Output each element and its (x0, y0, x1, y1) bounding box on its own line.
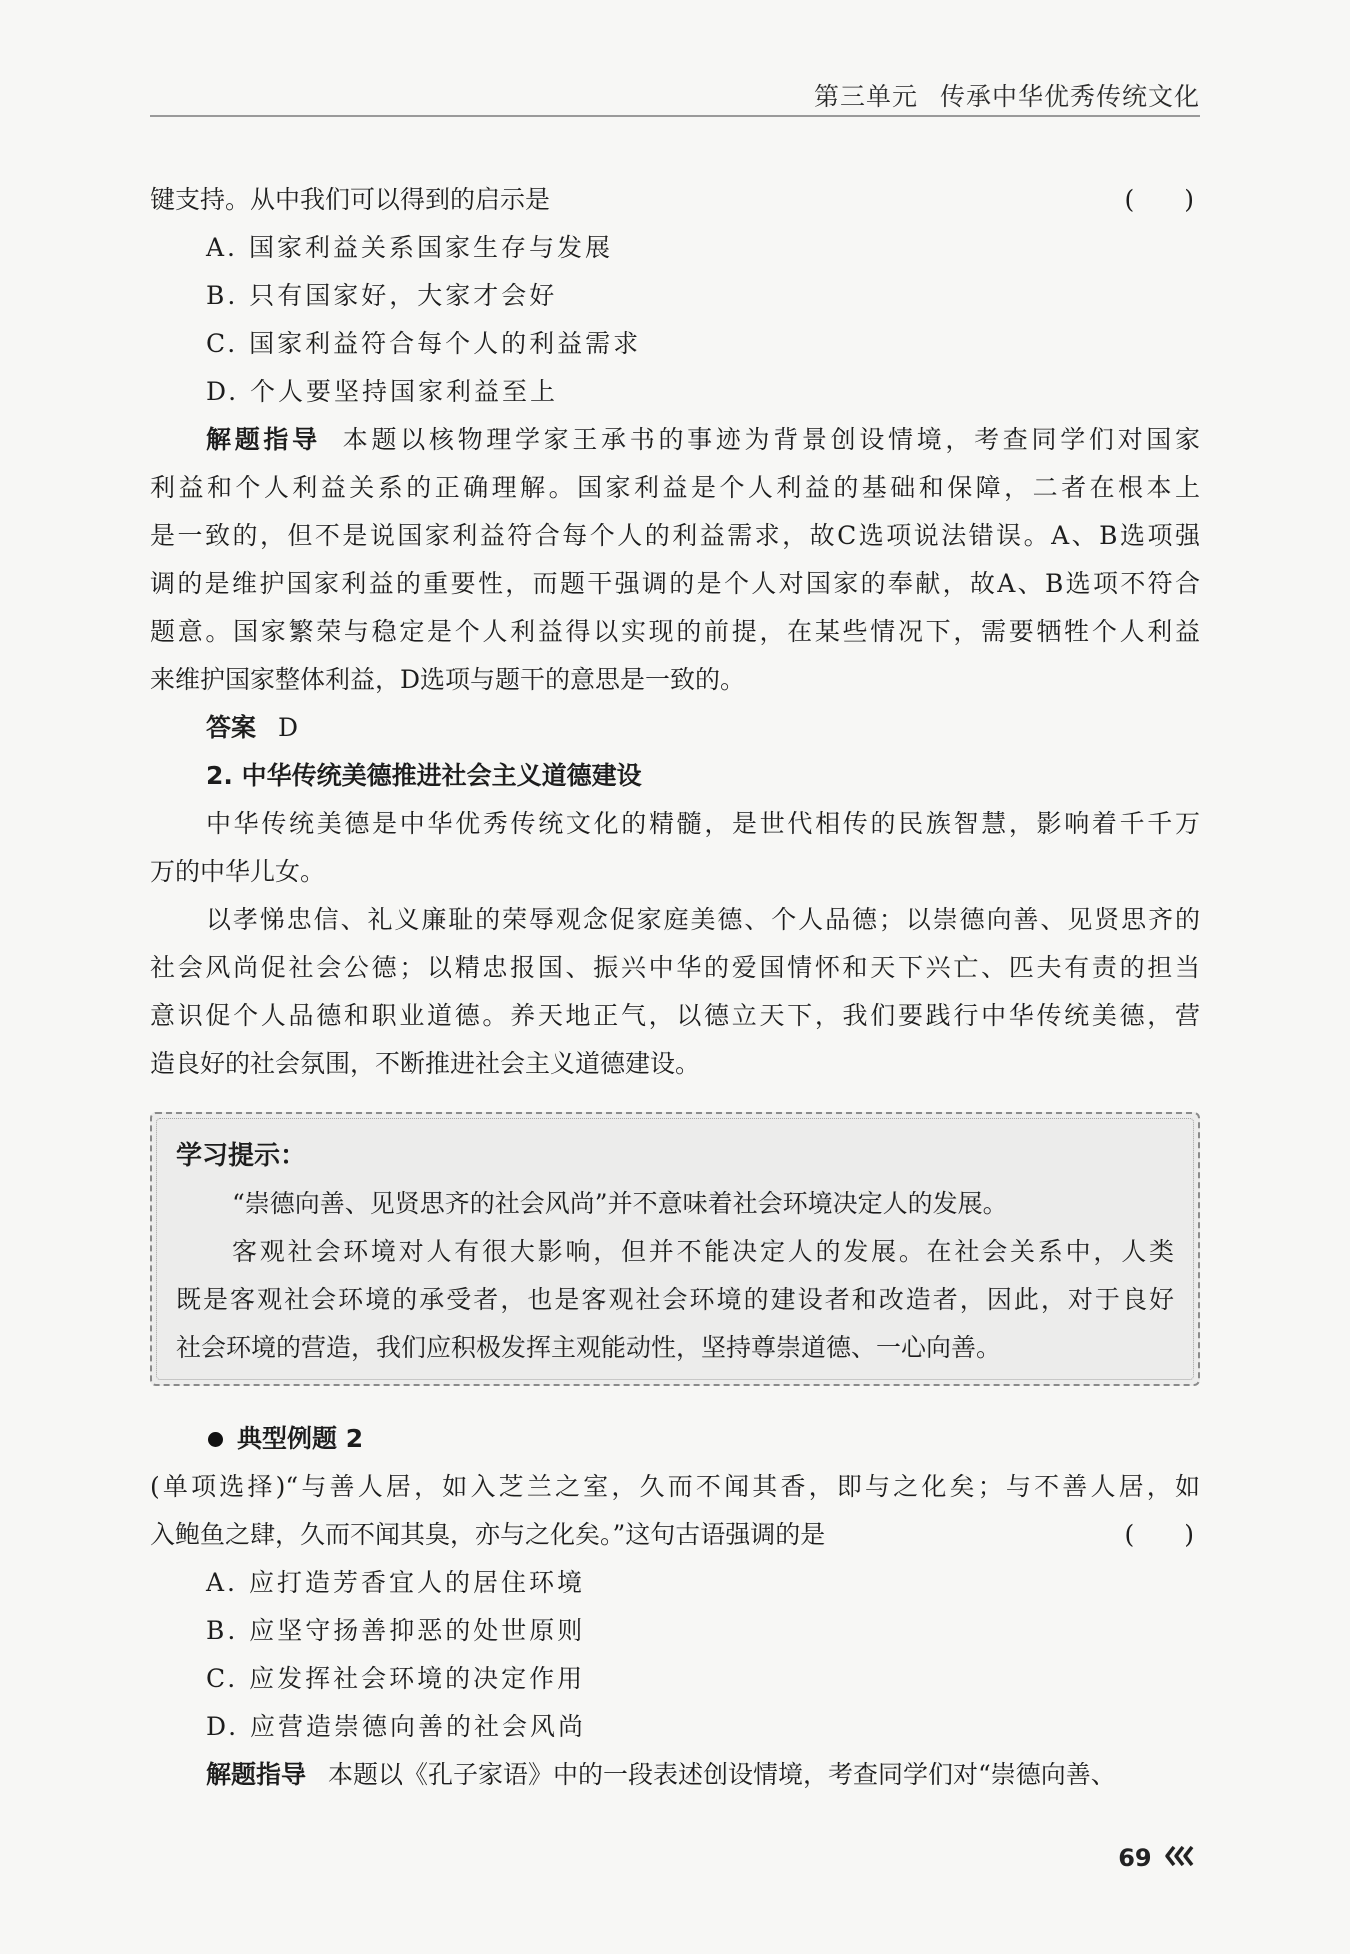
q1-stem-line: 键支持。从中我们可以得到的启示是 ( ) (150, 176, 1200, 224)
running-title (814, 77, 1200, 113)
study-tip-line-1: “崇德向善、见贤思齐的社会风尚”并不意味着社会环境决定人的发展。 (232, 1189, 1008, 1218)
study-tip-title: 学习提示： (176, 1141, 307, 1171)
study-tip-line-2: 客观社会环境对人有很大影响，但并不能决定人的发展。在社会关系中，人类 (232, 1237, 1174, 1266)
answer-bracket: ( ) (1124, 1520, 1194, 1549)
example-2-title: 典型例题 2 (150, 1415, 1200, 1463)
answer-value: D (278, 713, 299, 742)
q1-option-b: B. 只有国家好，大家才会好 (206, 281, 558, 310)
section-heading: 2. 中华传统美德推进社会主义道德建设 (206, 761, 642, 790)
para2-line-1: 以孝悌忠信、礼义廉耻的荣辱观念促家庭美德、个人品德；以崇德向善、见贤思齐的 (206, 905, 1200, 934)
q1-guide-line-6: 来维护国家整体利益，D选项与题干的意思是一致的。 (150, 665, 746, 694)
q1-option-a: A. 国家利益关系国家生存与发展 (206, 233, 613, 262)
answer-label: 答案 (206, 713, 257, 742)
example-2-stem-line-1: (单项选择)“与善人居，如入芝兰之室，久而不闻其香，即与之化矣；与不善人居，如 (150, 1472, 1200, 1501)
q1-answer (150, 704, 1200, 752)
para2-line-3: 意识促个人品德和职业道德。养天地正气，以德立天下，我们要践行中华传统美德，营 (150, 1001, 1200, 1030)
q1-guide-line-4: 调的是维护国家利益的重要性，而题干强调的是个人对国家的奉献，故A、B选项不符合 (150, 569, 1200, 598)
q1-option-d: D. 个人要坚持国家利益至上 (206, 377, 559, 406)
q1-guide-line-3: 是一致的，但不是说国家利益符合每个人的利益需求，故C选项说法错误。A、B选项强 (150, 521, 1200, 550)
page-number: 69 (1118, 1844, 1152, 1872)
study-tip-box (150, 1112, 1200, 1386)
study-tip-line-4: 社会环境的营造，我们应积极发挥主观能动性，坚持尊崇道德、一心向善。 (176, 1333, 1002, 1362)
para2-line-4: 造良好的社会氛围，不断推进社会主义道德建设。 (150, 1049, 701, 1078)
main-content (150, 176, 1200, 1088)
unit-label: 第三单元 (813, 82, 918, 111)
example-2-guide-line: 解题指导 本题以《孔子家语》中的一段表述创设情境，考查同学们对“崇德向善、 (206, 1760, 1116, 1789)
running-header (150, 55, 1200, 117)
para2-line-2: 社会风尚促社会公德；以精忠报国、振兴中华的爱国情怀和天下兴亡、匹夫有责的担当 (150, 953, 1200, 982)
q1-guide-line-2: 利益和个人利益关系的正确理解。国家利益是个人利益的基础和保障，二者在根本上 (150, 473, 1200, 502)
guide-label: 解题指导 (206, 1760, 307, 1789)
example-2-stem-line-2: 入鲍鱼之肆，久而不闻其臭，亦与之化矣。”这句古语强调的是 ( ) (150, 1511, 1200, 1559)
page-footer (1118, 1844, 1198, 1873)
example-2-option-d: D. 应营造崇德向善的社会风尚 (206, 1712, 587, 1741)
unit-title: 传承中华优秀传统文化 (939, 82, 1200, 111)
answer-bracket: ( ) (1124, 185, 1194, 214)
q1-guide-line-5: 题意。国家繁荣与稳定是个人利益得以实现的前提，在某些情况下，需要牺牲个人利益 (150, 617, 1200, 646)
q1-option-c: C. 国家利益符合每个人的利益需求 (206, 329, 642, 358)
triple-chevron-left-icon (1164, 1845, 1198, 1873)
study-tip-line-3: 既是客观社会环境的承受者，也是客观社会环境的建设者和改造者，因此，对于良好 (176, 1285, 1174, 1314)
example-2-option-c: C. 应发挥社会环境的决定作用 (206, 1664, 586, 1693)
para1-line-1: 中华传统美德是中华优秀传统文化的精髓，是世代相传的民族智慧，影响着千千万 (206, 809, 1200, 838)
example-2-option-a: A. 应打造芳香宜人的居住环境 (206, 1568, 585, 1597)
example-2 (150, 1415, 1200, 1799)
bullet-icon (208, 1432, 223, 1447)
example-2-option-b: B. 应坚守扬善抑恶的处世原则 (206, 1616, 586, 1645)
q1-guide-line-1: 解题指导 本题以核物理学家王承书的事迹为背景创设情境，考查同学们对国家 (206, 425, 1200, 454)
guide-label: 解题指导 (206, 425, 321, 454)
para1-line-2: 万的中华儿女。 (150, 857, 326, 886)
